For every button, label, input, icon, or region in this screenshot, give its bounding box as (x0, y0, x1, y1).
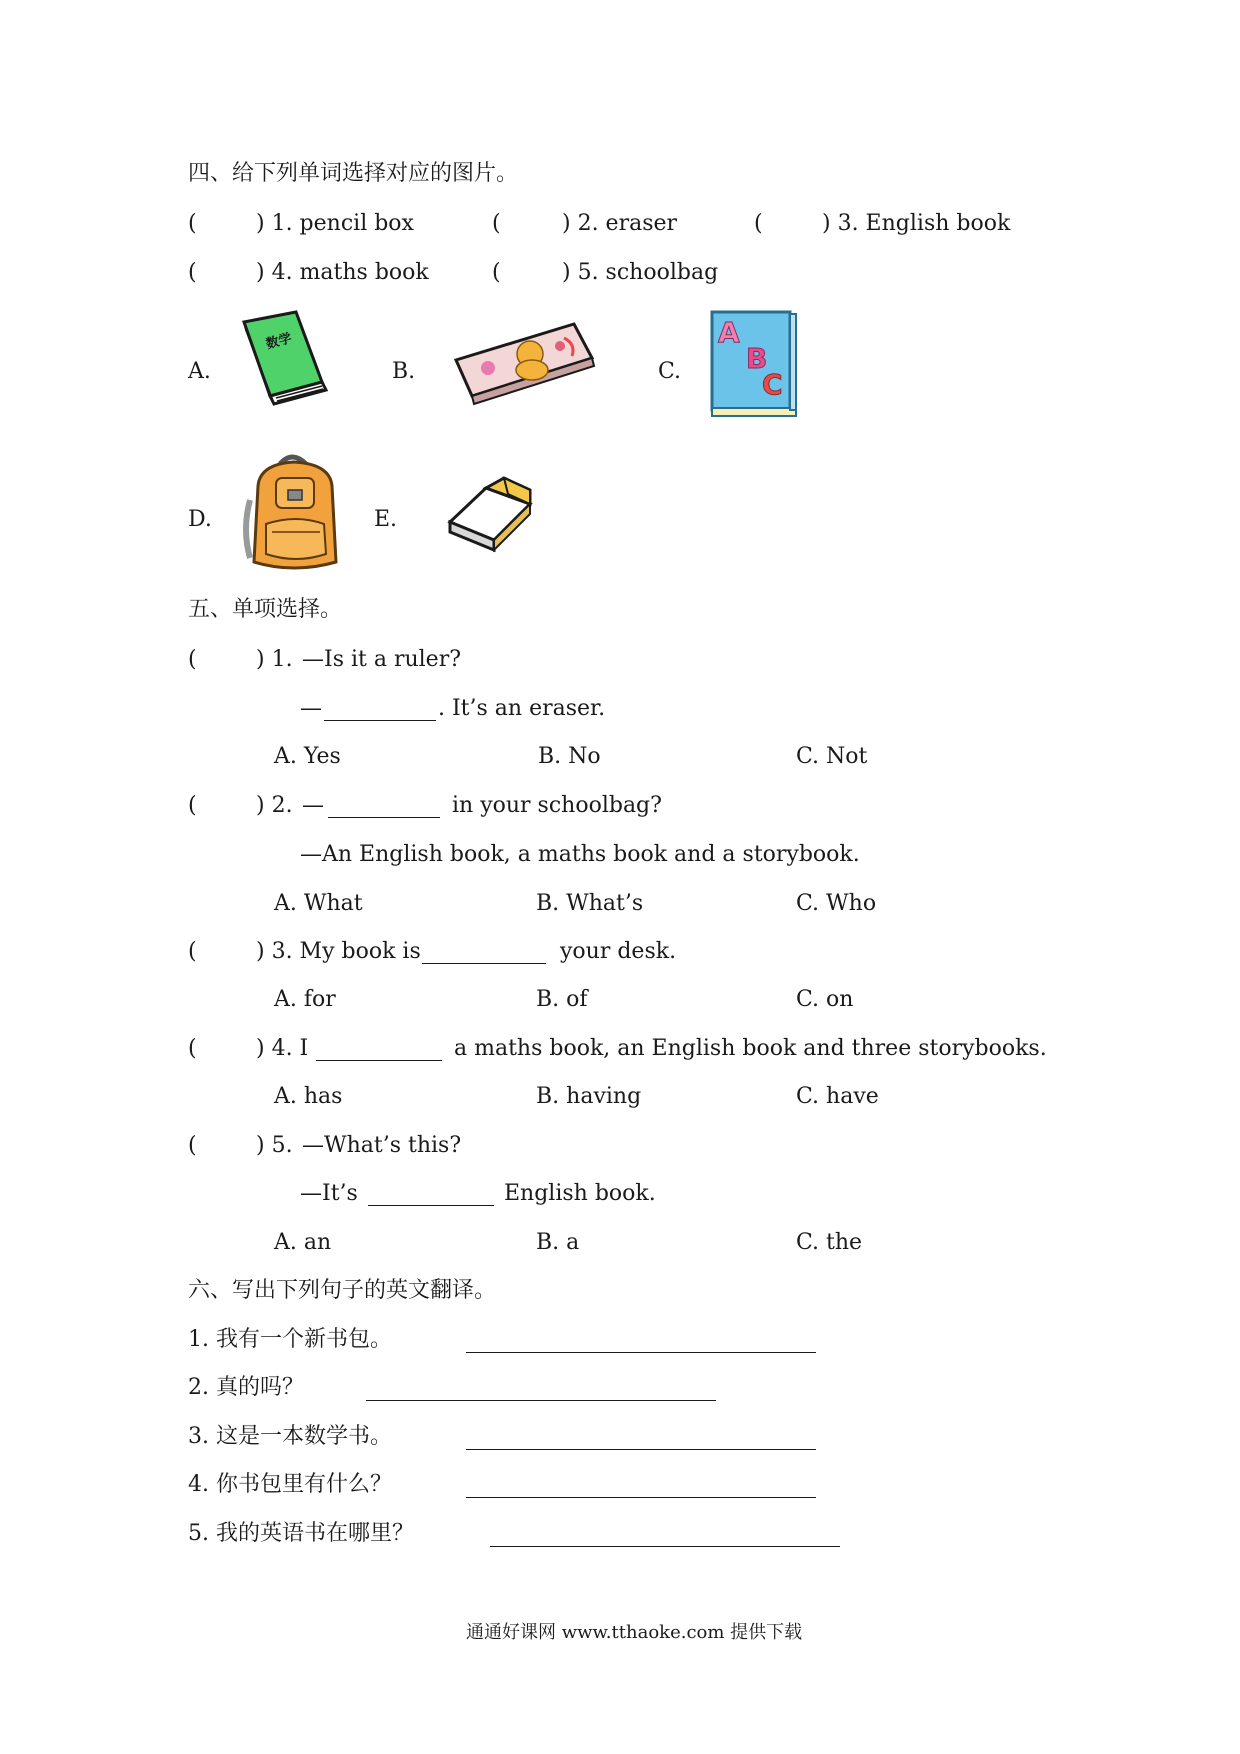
translation-item-2: 2. 真的吗？ (188, 1375, 304, 1400)
q5-number: ) 5. (256, 1133, 293, 1158)
q1-option-c: C. Not (796, 744, 868, 769)
pencil-box-picture (452, 318, 600, 408)
q2-answer: —An English book, a maths book and a storybook. (300, 842, 860, 867)
q3-option-a: A. for (274, 987, 336, 1012)
label-a: A. (188, 359, 211, 384)
q4-option-c: C. have (796, 1084, 879, 1109)
translation-blank-4[interactable] (466, 1497, 816, 1498)
eraser-picture (446, 474, 534, 556)
paren-open: ( (754, 211, 763, 236)
paren-open: ( (492, 260, 501, 285)
item-maths-book: ) 4. maths book (256, 260, 429, 285)
q5-question: —What’s this? (302, 1133, 462, 1158)
item-english-book: ) 3. English book (822, 211, 1011, 236)
maths-book-picture (236, 310, 332, 406)
paren-open: ( (188, 1036, 197, 1061)
translation-blank-3[interactable] (466, 1449, 816, 1450)
q1-blank[interactable] (324, 720, 436, 721)
q5-option-c: C. the (796, 1230, 863, 1255)
q1-question: —Is it a ruler? (302, 647, 462, 672)
label-c: C. (658, 359, 682, 384)
q1-dash: — (300, 696, 322, 721)
section-6-title: 六、写出下列句子的英文翻译。 (188, 1278, 497, 1303)
paren-open: ( (188, 211, 197, 236)
q4-blank[interactable] (316, 1060, 442, 1061)
q1-option-a: A. Yes (274, 744, 341, 769)
q5-rest: English book. (504, 1181, 656, 1206)
q3-blank[interactable] (422, 963, 546, 964)
q1-option-b: B. No (538, 744, 601, 769)
translation-item-4: 4. 你书包里有什么？ (188, 1472, 392, 1497)
translation-blank-2[interactable] (366, 1400, 716, 1401)
q2-blank[interactable] (328, 817, 440, 818)
q5-pre: —It’s (300, 1181, 358, 1206)
q2-rest: in your schoolbag? (452, 793, 662, 818)
section-4-title: 四、给下列单词选择对应的图片。 (188, 161, 519, 186)
q2-option-a: A. What (274, 891, 363, 916)
label-d: D. (188, 507, 212, 532)
page-footer: 通通好课网 www.tthaoke.com 提供下载 (466, 1622, 803, 1643)
paren-open: ( (188, 939, 197, 964)
abc-letter-b: B (746, 342, 768, 375)
paren-open: ( (492, 211, 501, 236)
paren-open: ( (188, 1133, 197, 1158)
item-schoolbag: ) 5. schoolbag (562, 260, 719, 285)
abc-letter-c: C (762, 368, 783, 401)
q4-number: ) 4. I (256, 1036, 309, 1061)
q2-number: ) 2. (256, 793, 293, 818)
label-e: E. (374, 507, 398, 532)
translation-item-3: 3. 这是一本数学书。 (188, 1424, 392, 1449)
q3-rest: your desk. (560, 939, 677, 964)
math-book-text: 数学 (264, 331, 294, 353)
q5-option-b: B. a (536, 1230, 580, 1255)
q4-option-a: A. has (274, 1084, 343, 1109)
paren-open: ( (188, 793, 197, 818)
translation-blank-5[interactable] (490, 1546, 840, 1547)
q3-option-c: C. on (796, 987, 854, 1012)
paren-open: ( (188, 260, 197, 285)
translation-blank-1[interactable] (466, 1352, 816, 1353)
q5-option-a: A. an (274, 1230, 332, 1255)
label-b: B. (392, 359, 416, 384)
translation-item-1: 1. 我有一个新书包。 (188, 1327, 392, 1352)
abc-letter-a: A (718, 316, 740, 349)
schoolbag-picture (240, 450, 352, 576)
translation-item-5: 5. 我的英语书在哪里？ (188, 1521, 414, 1546)
q3-number: ) 3. My book is (256, 939, 421, 964)
q4-rest: a maths book, an English book and three storybooks. (454, 1036, 1047, 1061)
q1-number: ) 1. (256, 647, 293, 672)
section-5-title: 五、单项选择。 (188, 597, 343, 622)
paren-open: ( (188, 647, 197, 672)
q5-blank[interactable] (368, 1205, 494, 1206)
q2-option-c: C. Who (796, 891, 877, 916)
item-eraser: ) 2. eraser (562, 211, 678, 236)
q3-option-b: B. of (536, 987, 588, 1012)
q4-option-b: B. having (536, 1084, 642, 1109)
english-book-picture (708, 308, 800, 420)
item-pencil-box: ) 1. pencil box (256, 211, 414, 236)
q2-option-b: B. What’s (536, 891, 644, 916)
q1-rest: . It’s an eraser. (438, 696, 606, 721)
q2-dash: — (302, 793, 324, 818)
